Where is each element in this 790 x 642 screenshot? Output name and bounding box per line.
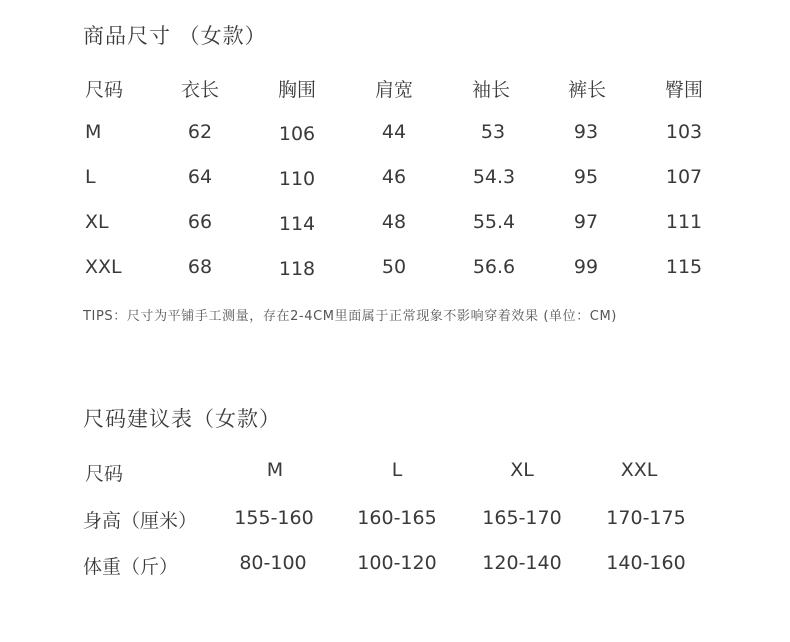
table-cell: 95	[573, 166, 599, 188]
table-row-size-label: M	[85, 121, 102, 143]
table-cell: 64	[187, 166, 213, 188]
header-shoulder: 肩宽	[374, 79, 414, 101]
table-row-size-label: XL	[85, 211, 109, 233]
recommend-row-height-label: 身高（厘米）	[83, 510, 198, 532]
table-cell: 68	[187, 256, 213, 278]
table-cell: 170-175	[606, 507, 686, 529]
table-cell: 44	[381, 121, 407, 143]
table-cell: 54.3	[472, 166, 516, 188]
table-cell: 103	[665, 121, 703, 143]
recommend-row-weight-label: 体重（斤）	[83, 556, 179, 578]
table-row-size-label: XXL	[85, 256, 122, 278]
header-chest: 胸围	[277, 79, 317, 101]
table-cell: 80-100	[239, 552, 307, 574]
table-cell: 50	[381, 256, 407, 278]
table-cell: 66	[187, 211, 213, 233]
table-cell: 53	[480, 121, 506, 143]
table-row-size-label: L	[85, 166, 96, 188]
table-cell: 110	[278, 168, 316, 190]
table-cell: 155-160	[234, 507, 314, 529]
table-cell: 99	[573, 256, 599, 278]
table-cell: 93	[573, 121, 599, 143]
header-size: 尺码	[85, 79, 124, 101]
recommend-header-l: L	[391, 459, 403, 481]
table-cell: 114	[278, 213, 316, 235]
header-hip: 臀围	[664, 79, 704, 101]
measurement-tips: TIPS：尺寸为平铺手工测量，存在2-4CM里面属于正常现象不影响穿着效果 (单位：CM)	[83, 309, 617, 324]
table-cell: 56.6	[472, 256, 516, 278]
header-pants-length: 裤长	[567, 79, 607, 101]
header-sleeve: 袖长	[471, 79, 511, 101]
size-chart-title: 商品尺寸 （女款）	[83, 24, 267, 48]
table-cell: 55.4	[472, 211, 516, 233]
table-cell: 111	[665, 211, 703, 233]
table-cell: 118	[278, 258, 316, 280]
table-cell: 165-170	[482, 507, 562, 529]
table-cell: 115	[665, 256, 703, 278]
table-cell: 46	[381, 166, 407, 188]
recommend-header-xxl: XXL	[620, 459, 658, 481]
recommend-chart-title: 尺码建议表（女款）	[83, 407, 281, 431]
table-cell: 48	[381, 211, 407, 233]
table-cell: 100-120	[357, 552, 437, 574]
table-cell: 107	[665, 166, 703, 188]
recommend-header-size: 尺码	[85, 463, 124, 485]
table-cell: 97	[573, 211, 599, 233]
table-cell: 140-160	[606, 552, 686, 574]
table-cell: 62	[187, 121, 213, 143]
table-cell: 106	[278, 123, 316, 145]
recommend-header-m: M	[266, 459, 284, 481]
table-cell: 120-140	[482, 552, 562, 574]
header-length: 衣长	[180, 79, 220, 101]
table-cell: 160-165	[357, 507, 437, 529]
recommend-header-xl: XL	[510, 459, 534, 481]
